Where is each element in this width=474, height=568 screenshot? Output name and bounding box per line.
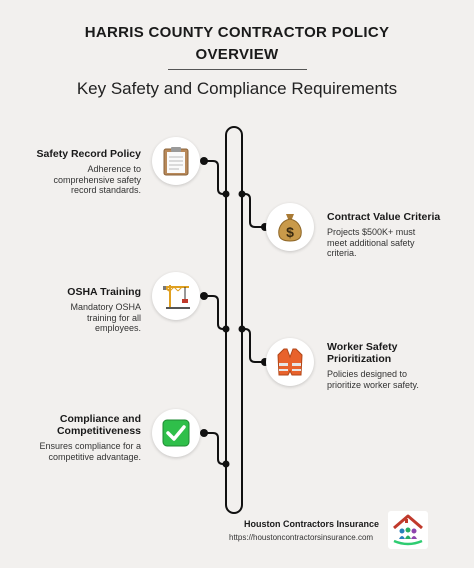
money-bag-icon-circle bbox=[266, 203, 314, 251]
house-family-logo-icon bbox=[388, 511, 428, 549]
item-description: Adherence to comprehensive safety record standards. bbox=[53, 164, 141, 195]
item-title: OSHA Training bbox=[67, 286, 141, 298]
check-mark-icon bbox=[162, 419, 190, 447]
safety-vest-icon bbox=[276, 347, 304, 377]
footer-url[interactable]: https://houstoncontractorsinsurance.com bbox=[229, 533, 374, 542]
item-description: Policies designed to prioritize worker safety. bbox=[327, 369, 419, 390]
node-dot-1 bbox=[200, 157, 208, 165]
item-title: Safety Record Policy bbox=[36, 148, 141, 160]
page-title-line-2: OVERVIEW bbox=[195, 46, 279, 63]
item-osha-training bbox=[0, 286, 141, 334]
safety-vest-icon-circle bbox=[266, 338, 314, 386]
company-logo bbox=[388, 511, 428, 549]
check-mark-icon-circle bbox=[152, 409, 200, 457]
junction-dot-3 bbox=[223, 326, 230, 333]
timeline-track bbox=[226, 127, 242, 513]
item-contract-value-criteria bbox=[327, 211, 457, 259]
item-compliance-and-competitiveness bbox=[0, 413, 141, 462]
page-subtitle: Key Safety and Compliance Requirements bbox=[76, 79, 398, 98]
junction-dot-1 bbox=[223, 191, 230, 198]
page-title-line-1: HARRIS COUNTY CONTRACTOR POLICY bbox=[84, 24, 390, 41]
clipboard-icon bbox=[163, 146, 189, 176]
node-dot-5 bbox=[200, 429, 208, 437]
clipboard-icon-circle bbox=[152, 137, 200, 185]
junction-dot-2 bbox=[239, 191, 246, 198]
item-safety-record-policy bbox=[0, 148, 141, 196]
footer-company-name: Houston Contractors Insurance bbox=[244, 519, 380, 529]
connector-4 bbox=[240, 329, 265, 362]
svg-text:$: $ bbox=[286, 224, 294, 240]
crane-icon-circle bbox=[152, 272, 200, 320]
item-description: Ensures compliance for a competitive advantage. bbox=[39, 441, 141, 462]
connector-2 bbox=[240, 194, 265, 227]
item-title: Contract Value Criteria bbox=[327, 211, 441, 223]
item-worker-safety-prioritization bbox=[327, 341, 457, 390]
item-description: Mandatory OSHA training for all employees. bbox=[70, 302, 141, 333]
node-dot-3 bbox=[200, 292, 208, 300]
connector-1 bbox=[204, 161, 228, 194]
item-title: Worker Safety Prioritization bbox=[327, 341, 398, 365]
connector-5 bbox=[204, 433, 228, 464]
connector-3 bbox=[204, 296, 228, 329]
item-description: Projects $500K+ must meet additional safety criteria. bbox=[327, 227, 416, 258]
money-bag-icon bbox=[276, 212, 304, 242]
crane-icon bbox=[161, 281, 191, 311]
junction-dot-5 bbox=[223, 461, 230, 468]
item-title: Compliance and Competitiveness bbox=[56, 413, 141, 437]
junction-dot-4 bbox=[239, 326, 246, 333]
